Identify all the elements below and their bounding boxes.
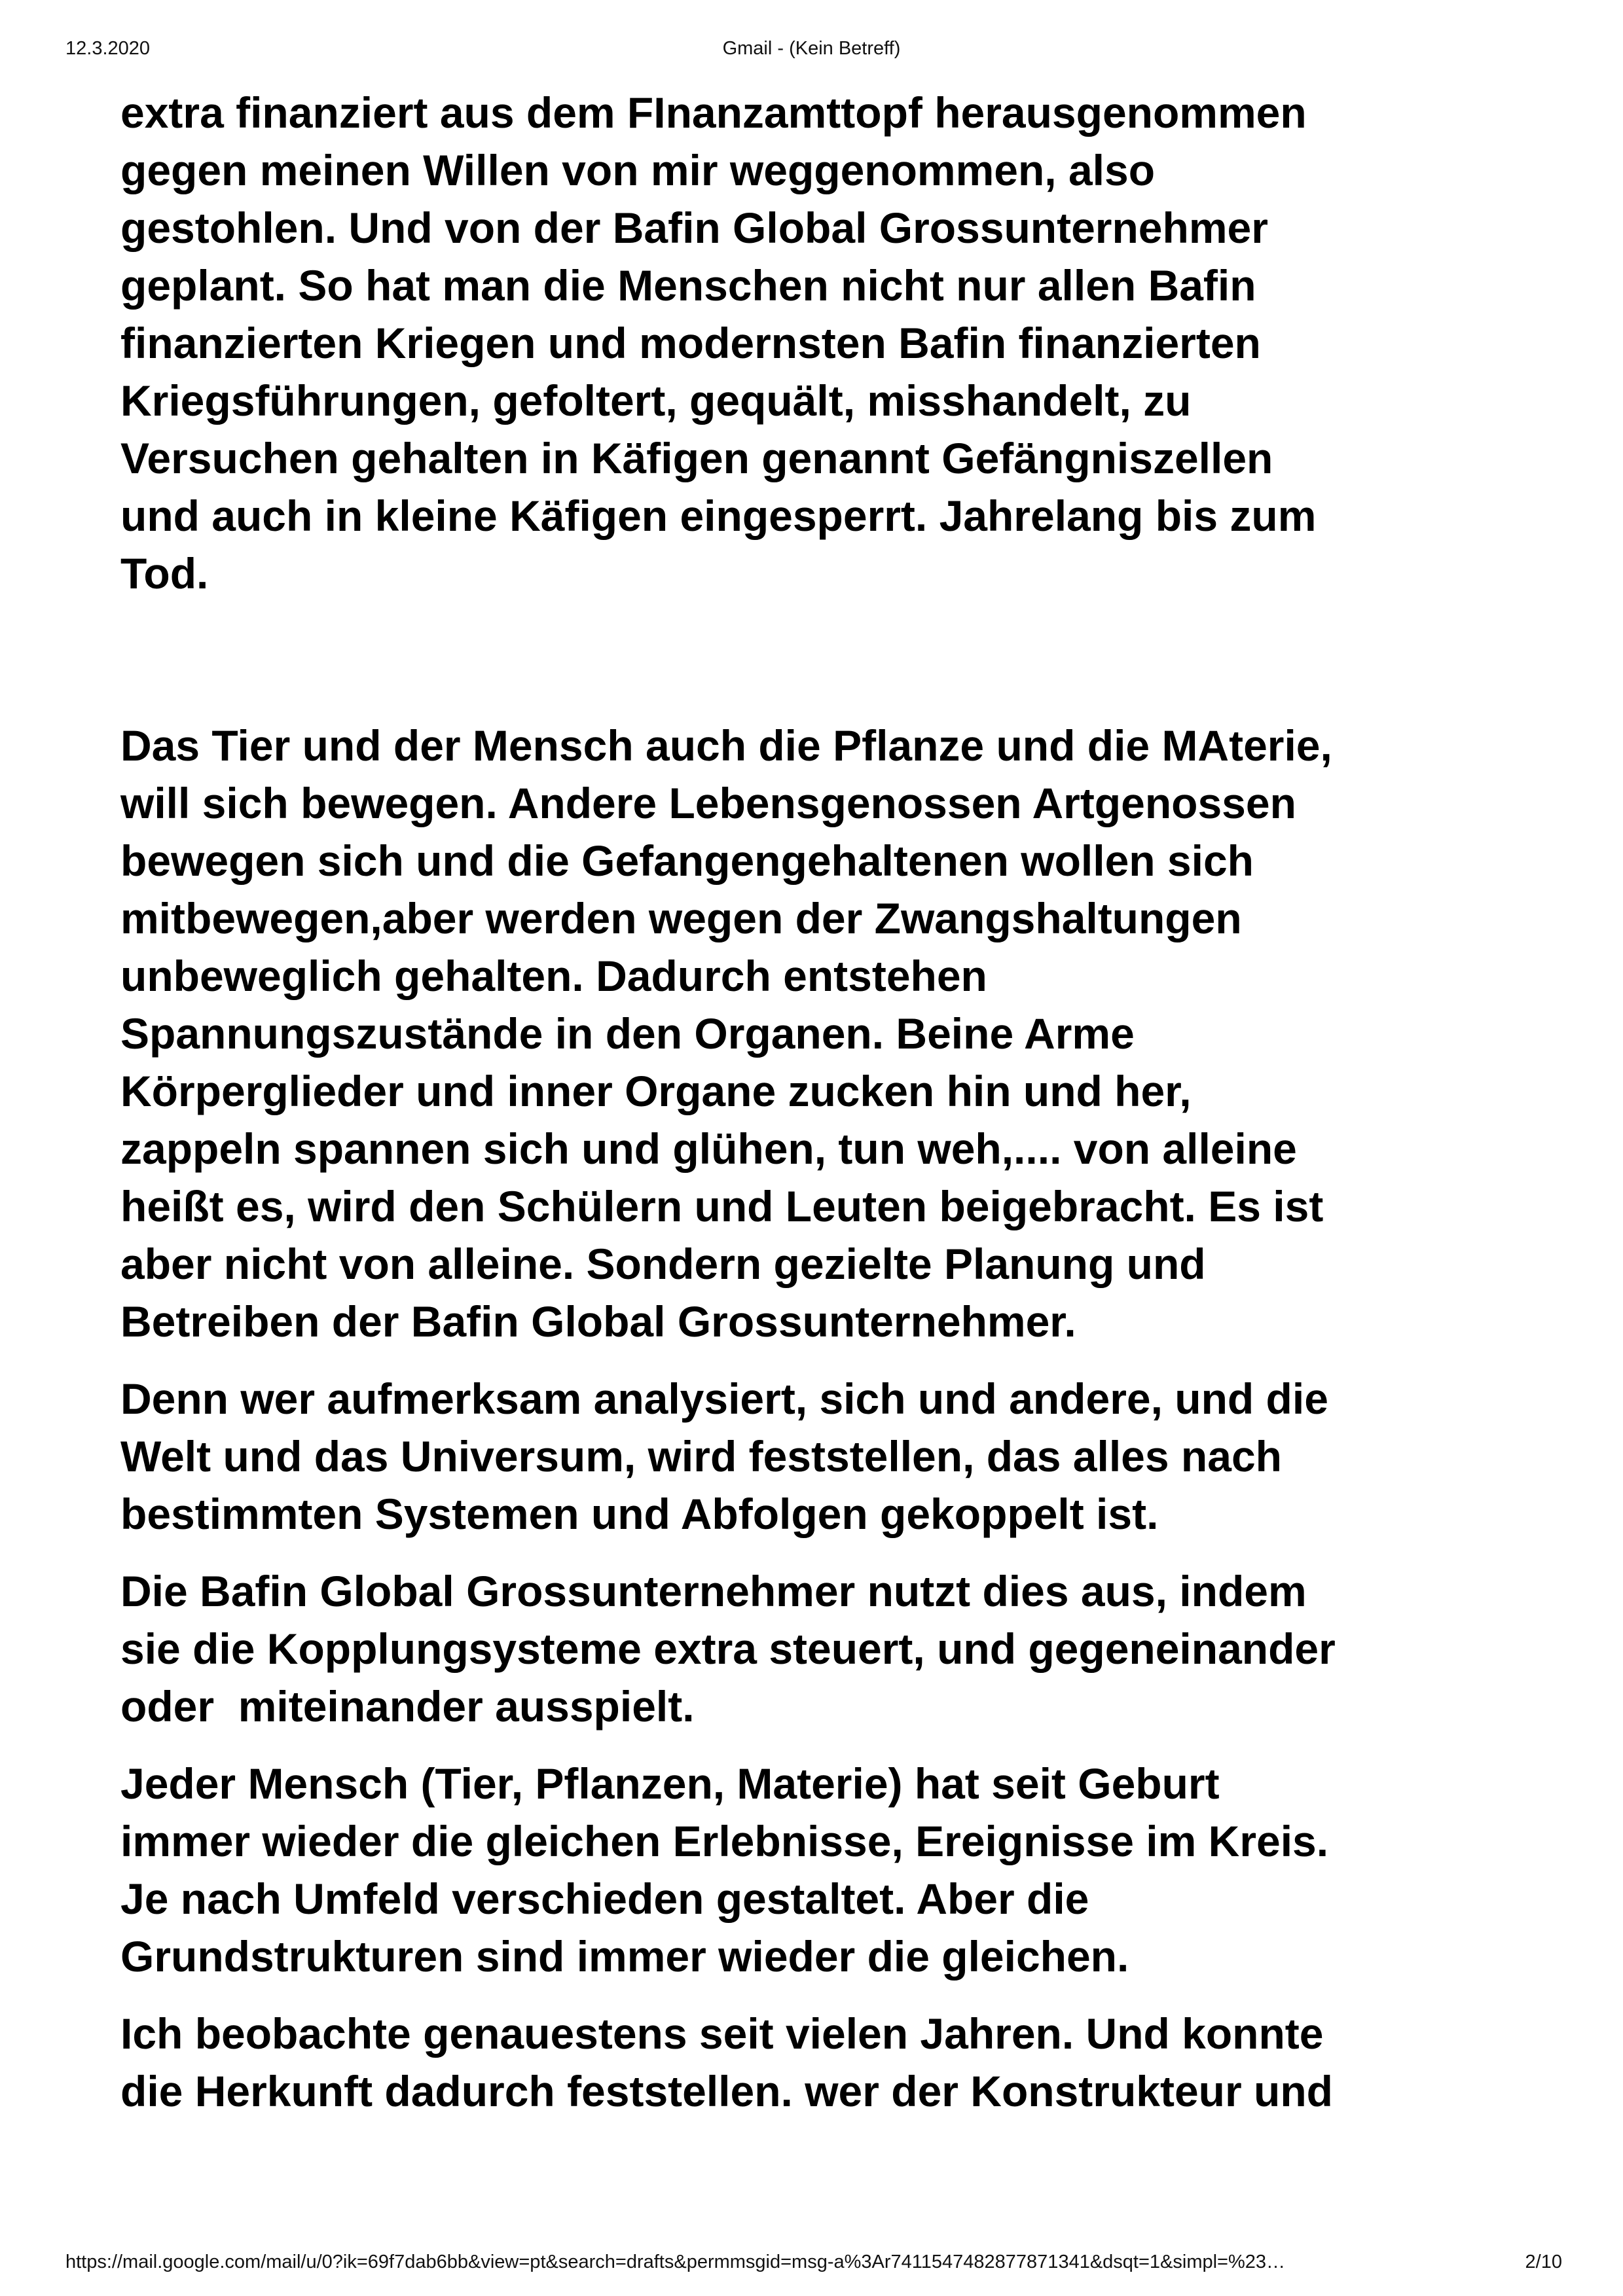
text-line: gestohlen. Und von der Bafin Global Grossunternehmer (120, 204, 1268, 252)
text-line: Denn wer aufmerksam analysiert, sich und andere, und die (120, 1374, 1328, 1423)
text-line: sie die Kopplungsysteme extra steuert, und gegeneinander (120, 1624, 1336, 1673)
text-line: Das Tier und der Mensch auch die Pflanze und die MAterie, (120, 721, 1332, 770)
text-line: Welt und das Universum, wird feststellen, das alles nach (120, 1432, 1282, 1480)
text-line: Betreiben der Bafin Global Grossunternehmer. (120, 1297, 1076, 1346)
text-line: bewegen sich und die Gefangengehaltenen wollen sich (120, 836, 1254, 885)
text-line: Kriegsführungen, gefoltert, gequält, misshandelt, zu (120, 376, 1192, 425)
text-line: die Herkunft dadurch feststellen. wer der Konstrukteur und (120, 2067, 1333, 2115)
text-line: finanzierten Kriegen und modernsten Bafin finanzierten (120, 319, 1261, 367)
text-line: Versuchen gehalten in Käfigen genannt Gefängniszellen (120, 434, 1273, 482)
paragraph-spacer (120, 1543, 1528, 1562)
print-footer (0, 2251, 1623, 2278)
text-line: bestimmten Systemen und Abfolgen gekoppelt ist. (120, 1490, 1159, 1538)
text-line: unbeweglich gehalten. Dadurch entstehen (120, 952, 987, 1000)
text-line: zappeln spannen sich und glühen, tun weh,.... von alleine (120, 1124, 1297, 1173)
paragraph-spacer (120, 1350, 1528, 1370)
text-line: will sich bewegen. Andere Lebensgenossen Artgenossen (120, 779, 1296, 827)
text-line: gegen meinen Willen von mir weggenommen, also (120, 146, 1156, 194)
print-url: https://mail.google.com/mail/u/0?ik=69f7dab6bb&view=pt&search=drafts&permmsgid=msg-a%3Ar7411547482877871341&dsqt=1&simpl=%23… (65, 2251, 1286, 2272)
paragraph-spacer (120, 1735, 1528, 1755)
text-line: Ich beobachte genauestens seit vielen Jahren. Und konnte (120, 2009, 1324, 2058)
text-line: extra finanziert aus dem FInanzamttopf herausgenommen (120, 88, 1307, 137)
print-title: Gmail - (Kein Betreff) (722, 38, 901, 59)
email-body (120, 84, 1528, 2120)
paragraph-2 (120, 717, 1528, 1350)
text-line: heißt es, wird den Schülern und Leuten beigebracht. Es ist (120, 1182, 1324, 1230)
print-header (0, 38, 1623, 64)
paragraph-3 (120, 1370, 1528, 1543)
text-line: Die Bafin Global Grossunternehmer nutzt dies aus, indem (120, 1567, 1307, 1615)
text-line: Tod. (120, 549, 209, 598)
text-line: Spannungszustände in den Organen. Beine Arme (120, 1009, 1135, 1058)
paragraph-5 (120, 1755, 1528, 1985)
paragraph-spacer (120, 1985, 1528, 2005)
paragraph-spacer (120, 602, 1528, 717)
text-line: und auch in kleine Käfigen eingesperrt. Jahrelang bis zum (120, 492, 1317, 540)
paragraph-6 (120, 2005, 1528, 2120)
text-line: Grundstrukturen sind immer wieder die gleichen. (120, 1932, 1129, 1981)
text-line: Je nach Umfeld verschieden gestaltet. Aber die (120, 1874, 1089, 1923)
text-line: oder miteinander ausspielt. (120, 1682, 695, 1731)
page-number: 2/10 (1525, 2251, 1562, 2272)
text-line: aber nicht von alleine. Sondern gezielte Planung und (120, 1240, 1206, 1288)
paragraph-1 (120, 84, 1528, 602)
text-line: mitbewegen,aber werden wegen der Zwangshaltungen (120, 894, 1242, 942)
paragraph-4 (120, 1562, 1528, 1735)
text-line: geplant. So hat man die Menschen nicht nur allen Bafin (120, 261, 1256, 310)
text-line: Körperglieder und inner Organe zucken hin und her, (120, 1067, 1192, 1115)
print-date: 12.3.2020 (65, 38, 151, 59)
text-line: immer wieder die gleichen Erlebnisse, Ereignisse im Kreis. (120, 1817, 1329, 1865)
text-line: Jeder Mensch (Tier, Pflanzen, Materie) hat seit Geburt (120, 1759, 1220, 1808)
